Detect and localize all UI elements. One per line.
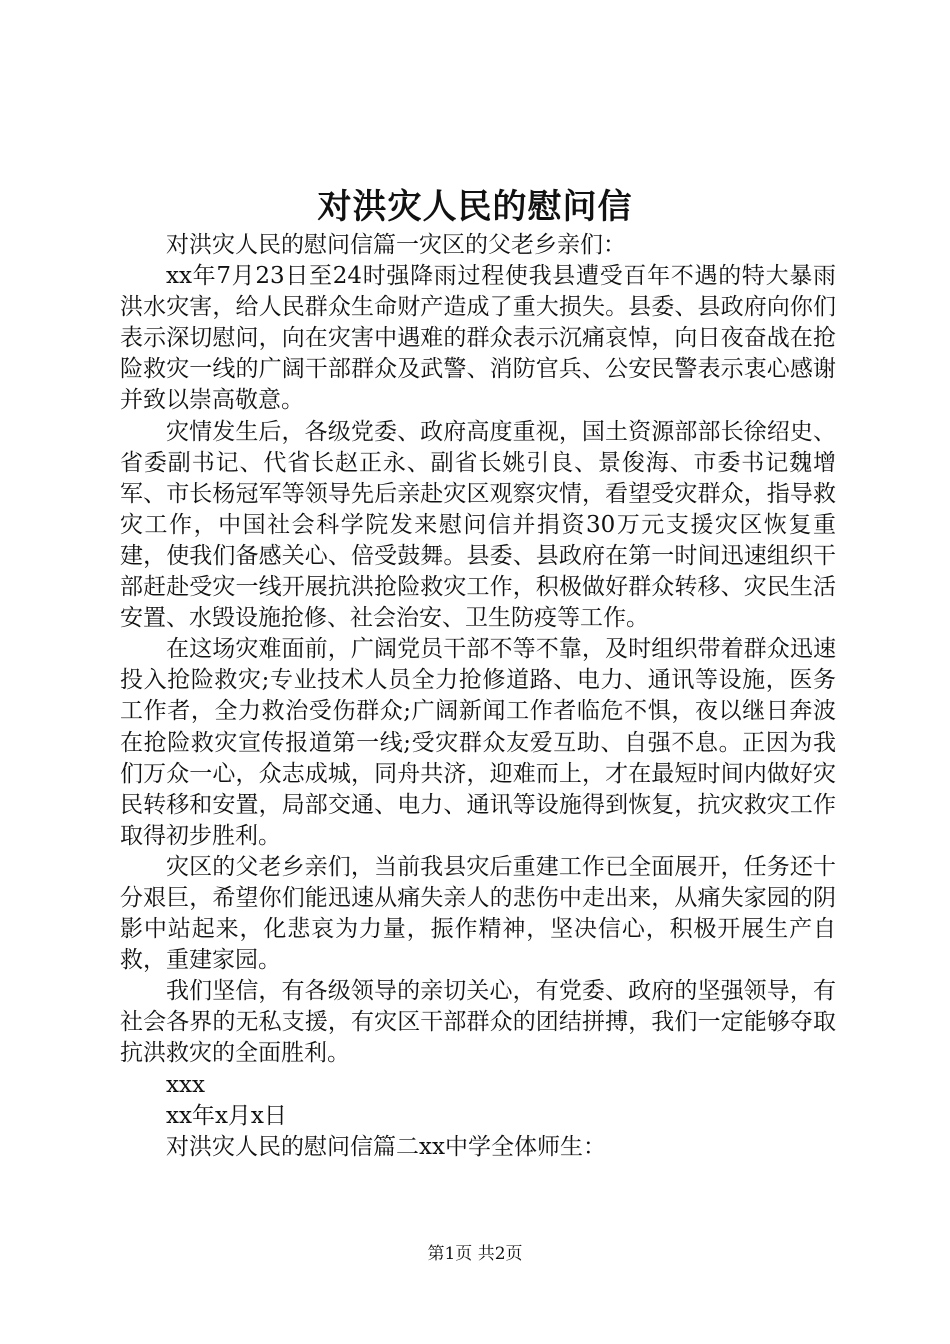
paragraph-disaster: xx年7月23日至24时强降雨过程使我县遭受百年不遇的特大暴雨洪水灾害，给人民群众生命财产造成了重大损失。县委、县政府向你们表示深切慰问，向在灾害中遇难的群众表示沉痛哀悼，向日夜奋战在抢险救灾一线的广阔干部群众及武警、消防官兵、公安民警表示衷心感谢并致以崇高敬意。 [120,263,836,414]
paragraph-cadres: 在这场灾难面前，广阔党员干部不等不靠，及时组织带着群众迅速投入抢险救灾;专业技术人员全力抢修道路、电力、通讯等设施，医务工作者，全力救治受伤群众;广阔新闻工作者临危不惧，夜以继日奔波在抢险救灾宣传报道第一线;受灾群众友爱互助、自强不息。正因为我们万众一心，众志成城，同舟共济，迎难而上，才在最短时间内做好灾民转移和安置，局部交通、电力、通讯等设施得到恢复，抗灾救灾工作取得初步胜利。 [120,636,836,849]
signature: xxx [166,1071,205,1098]
date-line: xx年x月x日 [166,1102,287,1129]
page-number: 第1页 共2页 [427,1244,523,1264]
paragraph-rebuild: 灾区的父老乡亲们，当前我县灾后重建工作已全面展开，任务还十分艰巨，希望你们能迅速从痛失亲人的悲伤中走出来，从痛失家园的阴影中站起来，化悲哀为力量，振作精神，坚决信心，积极开展生产自救，重建家园。 [120,853,836,974]
paragraph-response: 灾情发生后，各级党委、政府高度重视，国土资源部部长徐绍史、省委副书记、代省长赵正永、副省长姚引良、景俊海、市委书记魏增军、市长杨冠军等领导先后亲赴灾区观察灾情，看望受灾群众，指导救灾工作，中国社会科学院发来慰问信并捐资30万元支援灾区恢复重建，使我们备感关心、倍受鼓舞。县委、县政府在第一时间迅速组织干部赶赴受灾一线开展抗洪抢险救灾工作，积极做好群众转移、灾民生活安置、水毁设施抢修、社会治安、卫生防疫等工作。 [120,418,836,632]
paragraph-intro: 对洪灾人民的慰问信篇一灾区的父老乡亲们： [166,232,626,258]
document-body [120,230,836,1163]
document-title: 对洪灾人民的慰问信 [317,187,633,227]
paragraph-confidence: 我们坚信，有各级领导的亲切关心，有党委、政府的坚强领导，有社会各界的无私支援，有灾区干部群众的团结拼搏，我们一定能够夺取抗洪救灾的全面胜利。 [120,978,836,1067]
paragraph-second-letter: 对洪灾人民的慰问信篇二xx中学全体师生： [166,1133,606,1160]
